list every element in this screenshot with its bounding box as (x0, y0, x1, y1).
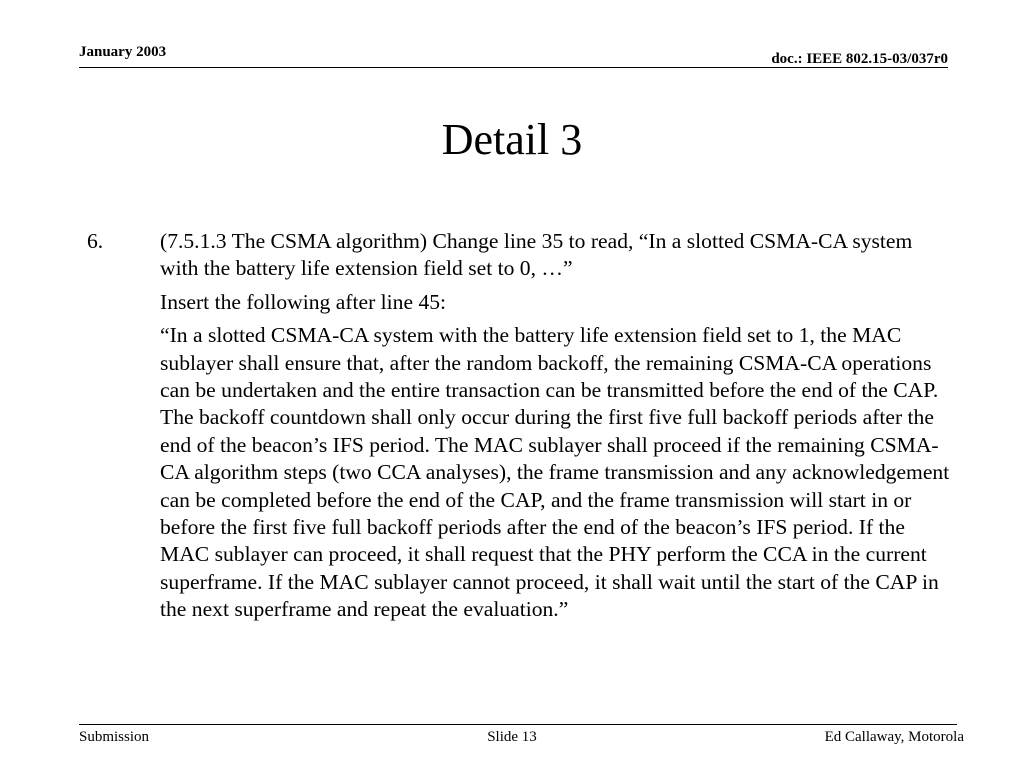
header-divider (79, 67, 948, 68)
item-paragraph-insert: Insert the following after line 45: (160, 289, 447, 314)
footer-divider (79, 724, 957, 725)
item-content (160, 228, 952, 630)
item-paragraph-quote: “In a slotted CSMA-CA system with the battery life extension field set to 1, the MAC sublayer shall ensure that, after the random backoff, the remaining CSMA-CA operations can be undertaken and the entire transaction can be transmitted before the end of the CAP. The backoff countdown shall only occur during the first five full backoff periods after the end of the beacon’s IFS period. The MAC sublayer shall proceed if the remaining CSMA-CA algorithm steps (two CCA analyses), the frame transmission and any acknowledgement can be completed before the end of the CAP, and the frame transmission will start in or before the first five full backoff periods after the end of the beacon’s IFS period. If the MAC sublayer can proceed, it shall request that the PHY perform the CCA in the current superframe. If the MAC sublayer cannot proceed, it shall wait until the start of the CAP in the next superframe and repeat the evaluation.” (160, 323, 950, 622)
item-paragraph-change: (7.5.1.3 The CSMA algorithm) Change line 35 to read, “In a slotted CSMA-CA system with the battery life extension field set to 0, …” (160, 229, 913, 281)
footer-submission: Submission (79, 729, 150, 745)
item-number: 6. (87, 229, 104, 253)
footer-slide-number: Slide 13 (487, 729, 537, 745)
header-date: January 2003 (79, 44, 167, 60)
slide-title: Detail 3 (441, 115, 583, 164)
slide-body (82, 228, 952, 630)
footer-author: Ed Callaway, Motorola (824, 729, 964, 745)
numbered-item (82, 228, 952, 630)
header-doc-id: doc.: IEEE 802.15-03/037r0 (771, 51, 948, 67)
